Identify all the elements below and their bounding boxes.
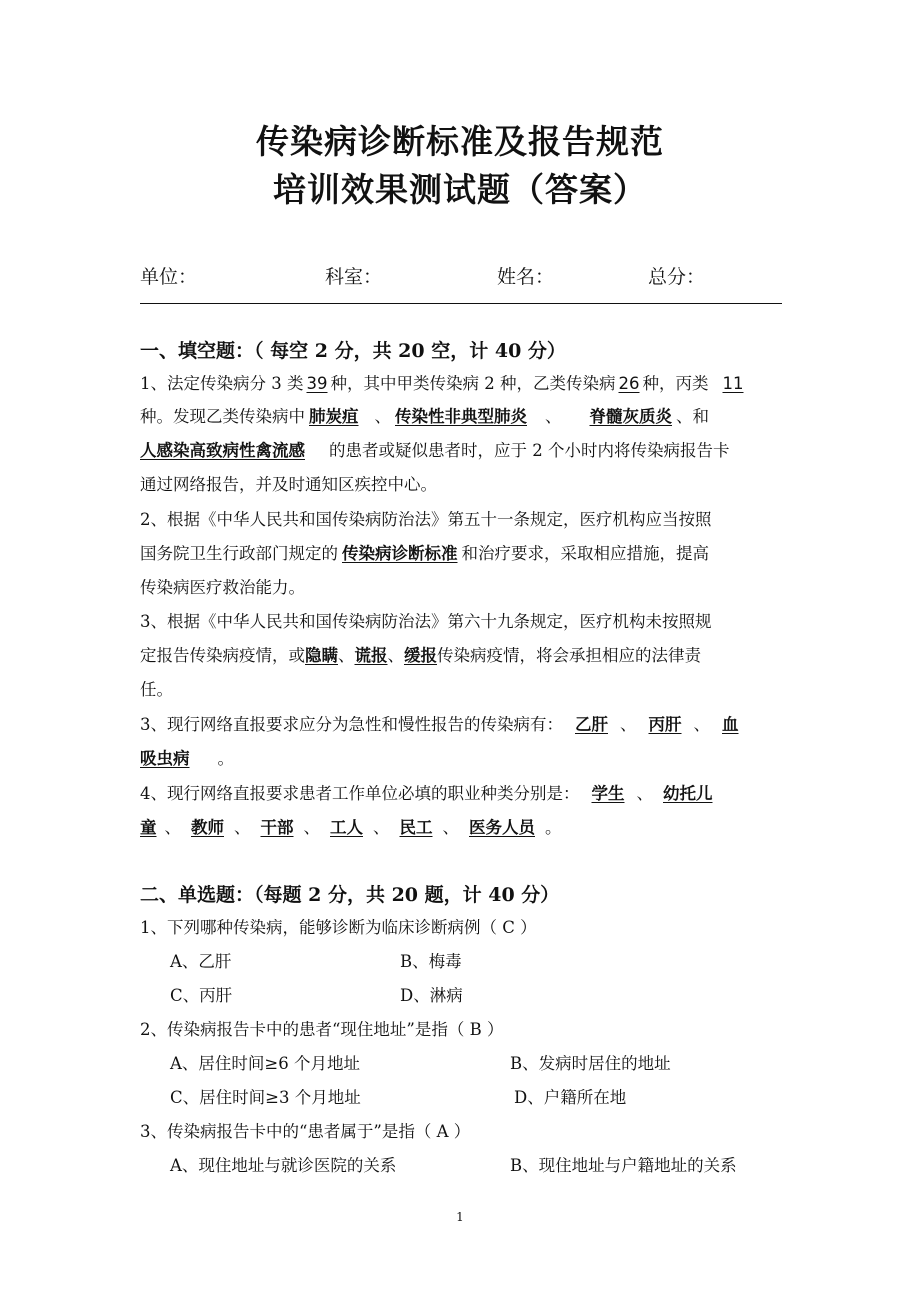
q5-line1: 4、现行网络直报要求患者工作单位必填的职业种类分别是： 学生 、 幼托儿 — [140, 784, 713, 803]
doc-title: 传染病诊断标准及报告规范 — [256, 122, 664, 161]
mc2-option-b: B、发病时居住的地址 — [510, 1054, 671, 1073]
q1-line1: 1、法定传染病分 3 类 39 种，其中甲类传染病 2 种，乙类传染病 26 种，丙类 11 — [140, 374, 744, 393]
doc-subtitle: 培训效果测试题（答案） — [273, 170, 647, 209]
q2-line1: 2、根据《中华人民共和国传染病防治法》第五十一条规定，医疗机构应当按照 — [140, 510, 712, 529]
section-fill-blank: 一、填空题：（ 每空 2 分，共 20 空，计 40 分） — [140, 340, 566, 362]
q3-line1: 3、根据《中华人民共和国传染病防治法》第六十九条规定，医疗机构未按照规 — [140, 612, 712, 631]
q1-line4: 通过网络报告，并及时通知区疾控中心。 — [140, 475, 437, 494]
mc3-option-a: A、现住地址与就诊医院的关系 — [170, 1156, 397, 1175]
q2-line2: 国务院卫生行政部门规定的 传染病诊断标准 和治疗要求，采取相应措施，提高 — [140, 544, 709, 563]
section-single-choice: 二、单选题：（每题 2 分，共 20 题，计 40 分） — [140, 884, 560, 906]
q4-line2: 吸虫病 。 — [140, 749, 234, 768]
page-number: 1 — [456, 1210, 464, 1224]
score-label: 总分： — [648, 266, 706, 288]
mc2-option-c: C、居住时间≥3 个月地址 — [170, 1088, 361, 1107]
mc2-question: 2、传染病报告卡中的患者“现住地址”是指（ B ） — [140, 1020, 504, 1039]
mc1-option-b: B、梅毒 — [400, 952, 462, 971]
q1-line3: 人感染高致病性禽流感 的患者或疑似患者时，应于 2 个小时内将传染病报告卡 — [140, 441, 730, 460]
q5-line2: 童 、 教师 、 干部 、 工人 、 民工 、 医务人员 。 — [140, 818, 562, 837]
unit-label: 单位： — [140, 266, 198, 288]
divider — [140, 303, 782, 304]
name-label: 姓名： — [497, 266, 555, 288]
mc1-option-d: D、淋病 — [400, 986, 463, 1005]
q1-line2: 种。发现乙类传染病中 肺炭疽 、 传染性非典型肺炎 、 脊髓灰质炎 、和 — [140, 407, 709, 426]
mc2-option-a: A、居住时间≥6 个月地址 — [170, 1054, 360, 1073]
q3-line3: 任。 — [140, 680, 173, 699]
info-row — [140, 262, 780, 292]
mc3-option-b: B、现住地址与户籍地址的关系 — [510, 1156, 737, 1175]
q4-line1: 3、现行网络直报要求应分为急性和慢性报告的传染病有： 乙肝 、 丙肝 、 血 — [140, 715, 739, 734]
mc3-question: 3、传染病报告卡中的“患者属于”是指（ A ） — [140, 1122, 471, 1141]
mc1-option-a: A、乙肝 — [170, 952, 232, 971]
mc1-question: 1、下列哪种传染病，能够诊断为临床诊断病例（ C ） — [140, 918, 537, 937]
dept-label: 科室： — [325, 266, 383, 288]
mc1-option-c: C、丙肝 — [170, 986, 233, 1005]
q3-line2: 定报告传染病疫情，或隐瞒、谎报、缓报传染病疫情，将会承担相应的法律责 — [140, 646, 701, 665]
mc2-option-d: D、户籍所在地 — [514, 1088, 627, 1107]
q2-line3: 传染病医疗救治能力。 — [140, 578, 305, 597]
